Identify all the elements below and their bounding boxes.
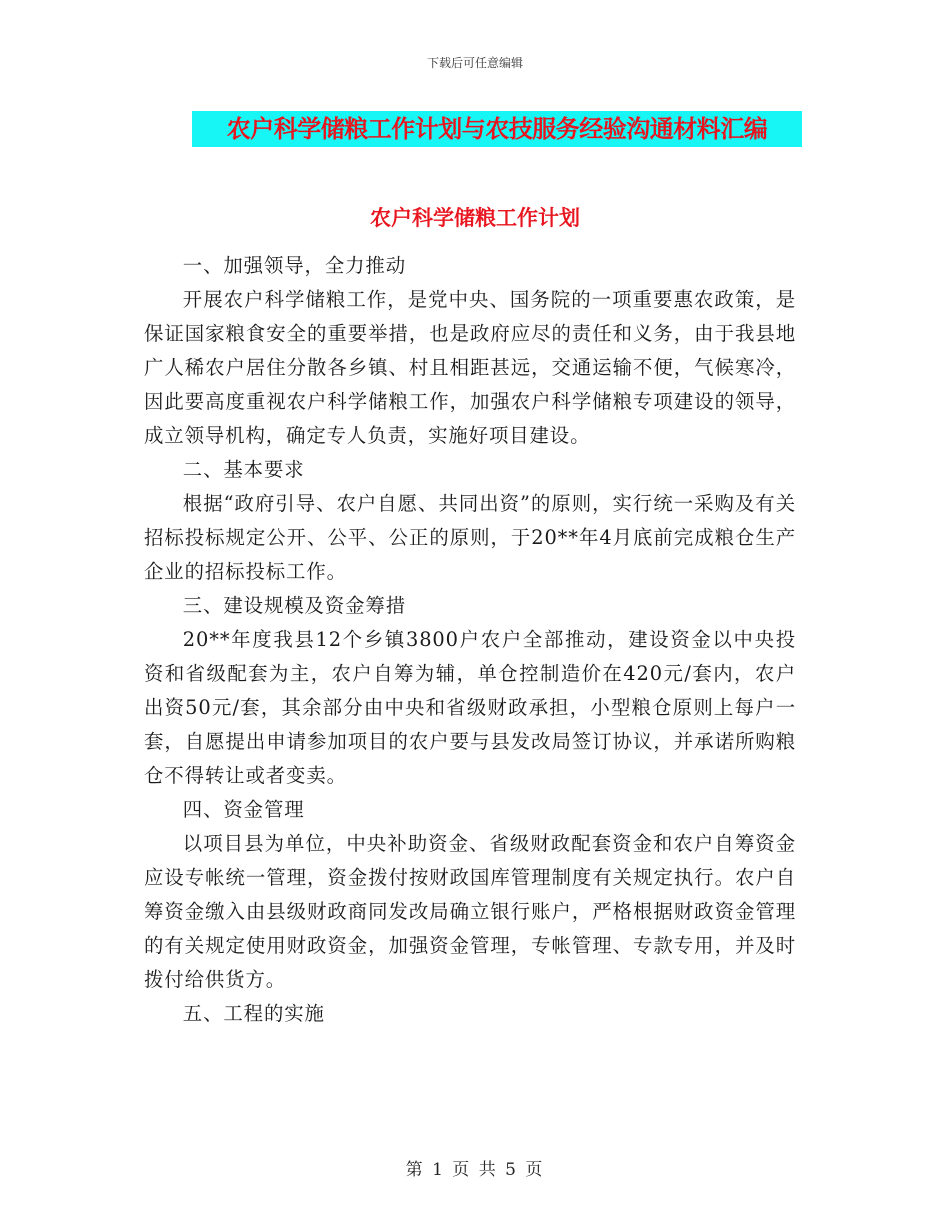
page-footer: 第 1 页 共 5 页 [405, 1160, 545, 1180]
paragraph-4: 以项目县为单位，中央补助资金、省级财政配套资金和农户自筹资金应设专帐统一管理，资金拨付按财政国库管理制度有关规定执行。农户自筹资金缴入由县级财政商同发改局确立银行账户，严格根据财政资金管理的有关规定使用财政资金，加强资金管理，专帐管理、专款专用，并及时拨付给供货方。 [144, 832, 796, 991]
header-note: 下载后可任意编辑 [426, 56, 523, 70]
paragraph-3: 20**年度我县12个乡镇3800户农户全部推动，建设资金以中央投资和省级配套为主，农户自筹为辅，单仓控制造价在420元/套内，农户出资50元/套，其余部分由中央和省级财政承担，小型粮仓原则上每户一套，自愿提出申请参加项目的农户要与县发改局签订协议，并承诺所购粮仓不得转让或者变卖。 [144, 628, 796, 787]
heading-3: 三、建设规模及资金筹措 [182, 594, 406, 617]
heading-2: 二、基本要求 [182, 458, 305, 481]
main-title-highlight [192, 111, 802, 147]
heading-1: 一、加强领导，全力推动 [182, 254, 406, 277]
heading-4: 四、资金管理 [182, 798, 305, 821]
section-title: 农户科学储粮工作计划 [370, 206, 580, 230]
document-body [144, 249, 796, 1031]
paragraph-2: 根据“政府引导、农户自愿、共同出资”的原则，实行统一采购及有关招标投标规定公开、公平、公正的原则，于20**年4月底前完成粮仓生产企业的招标投标工作。 [144, 492, 796, 583]
heading-5: 五、工程的实施 [182, 1002, 325, 1025]
main-title: 农户科学储粮工作计划与农技服务经验沟通材料汇编 [226, 115, 768, 143]
paragraph-1: 开展农户科学储粮工作，是党中央、国务院的一项重要惠农政策，是保证国家粮食安全的重要举措，也是政府应尽的责任和义务，由于我县地广人稀农户居住分散各乡镇、村且相距甚远，交通运输不便，气候寒冷，因此要高度重视农户科学储粮工作，加强农户科学储粮专项建设的领导，成立领导机构，确定专人负责，实施好项目建设。 [144, 288, 796, 447]
